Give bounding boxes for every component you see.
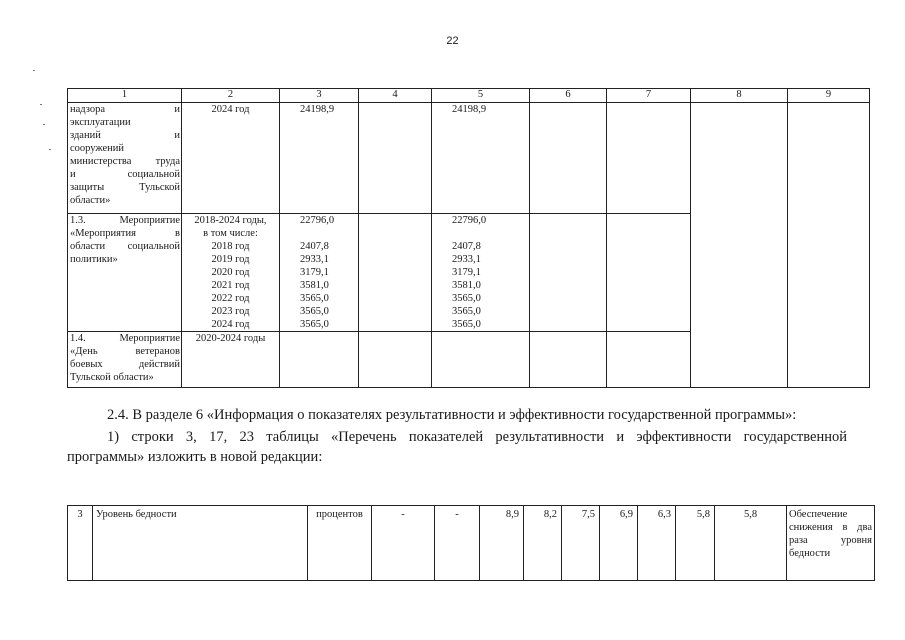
text-line: бедности	[789, 548, 831, 559]
page-number: 22	[446, 35, 459, 47]
text-line: программы» изложить в новой редакции:	[67, 449, 323, 465]
target-value-cell: 5,8	[715, 506, 787, 581]
text-line: «День ветеранов	[70, 346, 180, 357]
text-line: 2933,1	[300, 254, 329, 265]
text-line	[300, 227, 358, 240]
text-line: 2933,1	[452, 254, 481, 265]
text-line: сооружений	[70, 143, 125, 154]
table-row	[68, 506, 875, 581]
year-value-cell: 6,3	[638, 506, 676, 581]
text-line: 2021 год	[211, 280, 250, 291]
text-line: 3565,0	[300, 293, 329, 304]
year-value-cell: 6,9	[600, 506, 638, 581]
table-header-row	[68, 89, 870, 103]
text-line: 1.3. Мероприятие	[70, 215, 180, 226]
text-line: «Мероприятия в	[70, 228, 180, 239]
text-line: 3565,0	[452, 319, 481, 330]
text-line: 2020 год	[211, 267, 250, 278]
text-line: боевых действий	[70, 359, 180, 370]
empty-cell	[280, 332, 359, 388]
empty-cell	[607, 103, 691, 214]
text-line: 2024 год	[211, 319, 250, 330]
text-line	[452, 227, 529, 240]
year-value-cell: 7,5	[562, 506, 600, 581]
amount-cell	[280, 214, 359, 332]
header-cell: 9	[788, 89, 870, 103]
amount-cell: 24198,9	[432, 103, 530, 214]
text-line: 2023 год	[211, 306, 250, 317]
empty-cell	[359, 332, 432, 388]
scan-speck	[49, 149, 51, 150]
text-line: снижения в два	[789, 522, 872, 533]
text-line: защиты Тульской	[70, 182, 180, 193]
header-cell: 1	[68, 89, 182, 103]
measure-name-cell	[68, 332, 182, 388]
row-number-cell: 3	[68, 506, 93, 581]
unit-cell: процентов	[308, 506, 372, 581]
text-line: 3565,0	[300, 306, 329, 317]
indicator-table	[67, 505, 875, 581]
empty-cell	[359, 214, 432, 332]
scan-speck	[43, 124, 45, 125]
text-line: Обеспечение	[789, 509, 848, 520]
period-cell: 2024 год	[182, 103, 280, 214]
empty-cell	[359, 103, 432, 214]
table-row	[68, 103, 870, 214]
text-line: области социальной	[70, 241, 180, 252]
section-paragraph: 2.4. В разделе 6 «Информация о показателях результативности и эффективности государственной программы»:	[107, 407, 797, 423]
text-line: 2019 год	[211, 254, 250, 265]
text-line: 3581,0	[452, 280, 481, 291]
funding-table	[67, 88, 870, 388]
header-cell: 6	[530, 89, 607, 103]
text-line: министерства труда	[70, 156, 180, 167]
indicator-name-cell: Уровень бедности	[93, 506, 308, 581]
amount-cell: 24198,9	[280, 103, 359, 214]
text-line: 2407,8	[300, 241, 329, 252]
header-cell: 8	[691, 89, 788, 103]
measure-name-cell	[68, 103, 182, 214]
text-line: 22796,0	[452, 215, 487, 226]
note-cell	[787, 506, 875, 581]
text-line: 3179,1	[452, 267, 481, 278]
text-line: 2018-2024 годы,	[194, 215, 267, 226]
text-line: 3581,0	[300, 280, 329, 291]
empty-cell	[607, 214, 691, 332]
scan-speck	[33, 70, 35, 71]
text-line: 22796,0	[300, 215, 335, 226]
text-line: зданий и	[70, 130, 180, 141]
text-line: 1) строки 3, 17, 23 таблицы «Перечень показателей результативности и эффективности государственной	[107, 429, 847, 445]
period-cell: 2020-2024 годы	[182, 332, 280, 388]
base-value-cell: -	[372, 506, 435, 581]
text-line: 3565,0	[452, 293, 481, 304]
text-line: в том числе:	[203, 228, 258, 239]
text-line: и социальной	[70, 169, 180, 180]
year-value-cell: 8,9	[480, 506, 524, 581]
text-line: раза уровня	[789, 535, 872, 546]
empty-cell	[607, 332, 691, 388]
period-cell	[182, 214, 280, 332]
text-line: эксплуатации	[70, 117, 131, 128]
year-value-cell: 8,2	[524, 506, 562, 581]
header-cell: 4	[359, 89, 432, 103]
measure-name-cell	[68, 214, 182, 332]
text-line: 2022 год	[211, 293, 250, 304]
text-line: политики»	[70, 254, 118, 265]
text-line: 3179,1	[300, 267, 329, 278]
base-value-cell: -	[435, 506, 480, 581]
amendment-paragraph	[67, 427, 847, 467]
header-cell: 3	[280, 89, 359, 103]
text-line: Тульской области»	[70, 372, 154, 383]
text-line: 2018 год	[211, 241, 250, 252]
empty-cell	[530, 332, 607, 388]
header-cell: 5	[432, 89, 530, 103]
empty-cell	[691, 103, 788, 388]
text-line: 3565,0	[300, 319, 329, 330]
text-line: надзора и	[70, 104, 180, 115]
text-line: 3565,0	[452, 306, 481, 317]
empty-cell	[530, 103, 607, 214]
header-cell: 7	[607, 89, 691, 103]
text-line: области»	[70, 195, 111, 206]
scan-speck	[40, 104, 42, 105]
empty-cell	[432, 332, 530, 388]
amount-cell	[432, 214, 530, 332]
empty-cell	[788, 103, 870, 388]
text-line: 1.4. Мероприятие	[70, 333, 180, 344]
year-value-cell: 5,8	[676, 506, 715, 581]
header-cell: 2	[182, 89, 280, 103]
text-line: 2407,8	[452, 241, 481, 252]
empty-cell	[530, 214, 607, 332]
